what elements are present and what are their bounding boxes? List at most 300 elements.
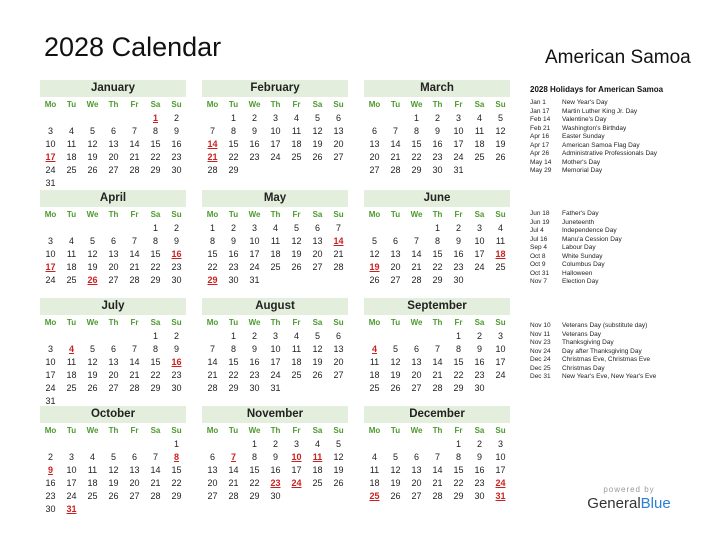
empty-cell [427, 438, 448, 451]
day-cell: 28 [129, 165, 140, 175]
holiday-day: 8 [173, 452, 179, 462]
holiday-date: Sep 4 [530, 244, 547, 251]
day-cell: 25 [66, 383, 77, 393]
weekday-label: Fr [454, 426, 463, 435]
holiday-day: 26 [87, 275, 98, 285]
holiday-name: Mother's Day [562, 158, 601, 166]
empty-cell [103, 222, 124, 235]
day-cell: 7 [434, 452, 440, 462]
day-cell: 8 [209, 236, 215, 246]
holiday-date: Oct 31 [530, 269, 550, 277]
day-cell: 18 [87, 478, 98, 488]
weekday-label: We [410, 210, 423, 219]
weekday-label: Su [333, 210, 344, 219]
day-cell: 20 [333, 139, 344, 149]
day-cell: 18 [291, 357, 302, 367]
day-cell: 3 [47, 236, 53, 246]
holiday-day: 29 [207, 275, 218, 285]
holiday-name: Labour Day [562, 244, 596, 251]
holiday-date: Nov 11 [530, 330, 551, 338]
day-cell: 31 [45, 396, 56, 406]
day-cell: 23 [171, 370, 182, 380]
weekday-label: Tu [390, 210, 401, 219]
day-cell: 6 [110, 344, 116, 354]
holiday-date: Apr 26 [530, 150, 550, 157]
day-cell: 21 [432, 370, 443, 380]
month-title: January [40, 80, 186, 97]
month-october [40, 406, 186, 516]
weekday-label: Su [495, 210, 506, 219]
day-cell: 7 [152, 452, 158, 462]
day-cell: 22 [453, 478, 464, 488]
day-cell: 12 [390, 465, 401, 475]
day-cell: 11 [369, 465, 380, 475]
weekday-label: Sa [474, 426, 485, 435]
weekday-label: Sa [150, 100, 161, 109]
holiday-row [530, 339, 708, 348]
day-cell: 17 [270, 357, 281, 367]
holiday-name: American Samoa Flag Day [562, 141, 640, 149]
holiday-day: 14 [207, 139, 218, 149]
day-cell: 10 [45, 249, 56, 259]
day-cell: 4 [476, 113, 482, 123]
empty-cell [61, 222, 82, 235]
empty-cell [82, 112, 103, 125]
weekday-label: Fr [292, 100, 301, 109]
day-cell: 18 [270, 249, 281, 259]
day-cell: 22 [411, 152, 422, 162]
day-cell: 3 [455, 113, 461, 123]
day-cell: 2 [230, 223, 236, 233]
weekday-header [40, 97, 186, 112]
empty-cell [385, 112, 406, 125]
weekday-label: Fr [130, 210, 139, 219]
day-cell: 31 [270, 383, 281, 393]
day-cell: 22 [150, 370, 161, 380]
brand-tagline: powered by [603, 485, 655, 494]
holiday-name: Washington's Birthday [562, 124, 627, 132]
empty-cell [61, 112, 82, 125]
day-cell: 21 [333, 249, 344, 259]
weekday-label: Sa [474, 318, 485, 327]
day-cell: 8 [413, 126, 419, 136]
weekday-label: Fr [292, 426, 301, 435]
empty-cell [40, 112, 61, 125]
day-cell: 5 [392, 452, 398, 462]
day-cell: 9 [230, 236, 236, 246]
weekday-label: Mo [44, 426, 57, 435]
day-cell: 6 [335, 113, 341, 123]
empty-cell [406, 438, 427, 451]
day-cell: 19 [108, 478, 119, 488]
weekday-label: Sa [150, 210, 161, 219]
day-cell: 23 [249, 370, 260, 380]
holiday-row [530, 99, 708, 108]
day-cell: 9 [272, 452, 278, 462]
brand-name [586, 495, 672, 512]
weekday-label: Su [333, 426, 344, 435]
day-cell: 28 [411, 275, 422, 285]
day-cell: 29 [411, 165, 422, 175]
day-cell: 8 [455, 344, 461, 354]
day-cell: 13 [390, 249, 401, 259]
day-cell: 11 [270, 236, 281, 246]
day-cell: 29 [150, 275, 161, 285]
day-cell: 26 [390, 383, 401, 393]
day-cell: 3 [251, 223, 257, 233]
day-grid [202, 330, 348, 395]
day-cell: 30 [171, 165, 182, 175]
empty-cell [364, 222, 385, 235]
day-cell: 19 [87, 370, 98, 380]
weekday-label: Mo [44, 100, 57, 109]
holiday-date: Feb 21 [530, 124, 551, 132]
month-march [364, 80, 510, 177]
day-cell: 3 [68, 452, 74, 462]
weekday-label: Su [495, 426, 506, 435]
day-cell: 6 [131, 452, 137, 462]
holiday-name: Father's Day [562, 210, 599, 217]
day-cell: 19 [87, 262, 98, 272]
day-grid [364, 330, 510, 395]
day-cell: 6 [413, 344, 419, 354]
day-cell: 30 [171, 383, 182, 393]
day-cell: 2 [173, 331, 179, 341]
day-cell: 3 [476, 223, 482, 233]
day-cell: 25 [312, 478, 323, 488]
brand-name-part1: General [587, 495, 641, 512]
day-cell: 8 [434, 236, 440, 246]
weekday-label: Th [108, 210, 119, 219]
day-cell: 22 [432, 262, 443, 272]
month-august [202, 298, 348, 395]
month-title: November [202, 406, 348, 423]
day-cell: 3 [47, 126, 53, 136]
day-cell: 4 [68, 126, 74, 136]
day-cell: 11 [369, 357, 380, 367]
day-cell: 15 [228, 357, 239, 367]
day-cell: 12 [108, 465, 119, 475]
holiday-date: Jun 19 [530, 218, 550, 226]
day-grid [40, 438, 186, 516]
day-cell: 14 [411, 249, 422, 259]
month-july [40, 298, 186, 408]
day-cell: 5 [89, 126, 95, 136]
weekday-header [364, 423, 510, 438]
day-cell: 29 [228, 165, 239, 175]
day-cell: 17 [66, 478, 77, 488]
day-cell: 17 [495, 357, 506, 367]
empty-cell [202, 112, 223, 125]
day-cell: 5 [89, 344, 95, 354]
day-cell: 16 [171, 139, 182, 149]
weekday-label: Th [432, 210, 443, 219]
day-cell: 17 [45, 370, 56, 380]
day-cell: 11 [66, 249, 77, 259]
month-december [364, 406, 510, 503]
day-cell: 16 [45, 478, 56, 488]
day-cell: 10 [474, 236, 485, 246]
month-may [202, 190, 348, 287]
day-cell: 25 [66, 275, 77, 285]
weekday-label: Su [333, 100, 344, 109]
day-cell: 4 [293, 113, 299, 123]
empty-cell [40, 222, 61, 235]
day-cell: 21 [411, 262, 422, 272]
day-cell: 13 [129, 465, 140, 475]
day-cell: 21 [150, 478, 161, 488]
day-cell: 9 [251, 126, 257, 136]
day-cell: 29 [150, 383, 161, 393]
holiday-row [530, 373, 708, 382]
empty-cell [364, 330, 385, 343]
day-cell: 25 [270, 262, 281, 272]
day-cell: 26 [390, 491, 401, 501]
day-cell: 29 [171, 491, 182, 501]
day-cell: 12 [87, 139, 98, 149]
weekday-label: Fr [130, 426, 139, 435]
day-cell: 1 [230, 331, 236, 341]
holiday-day: 7 [230, 452, 236, 462]
day-cell: 19 [495, 139, 506, 149]
day-cell: 2 [455, 223, 461, 233]
day-cell: 12 [390, 357, 401, 367]
empty-cell [124, 222, 145, 235]
day-cell: 29 [432, 275, 443, 285]
day-cell: 10 [495, 344, 506, 354]
day-cell: 24 [45, 275, 56, 285]
day-cell: 9 [476, 452, 482, 462]
day-cell: 27 [207, 491, 218, 501]
day-cell: 28 [390, 165, 401, 175]
day-cell: 2 [434, 113, 440, 123]
day-cell: 8 [455, 452, 461, 462]
weekday-label: Su [495, 318, 506, 327]
day-cell: 6 [371, 126, 377, 136]
day-cell: 27 [333, 152, 344, 162]
holiday-day: 23 [270, 478, 281, 488]
holiday-name: Christmas Day [562, 364, 605, 372]
day-cell: 20 [108, 370, 119, 380]
holiday-date: Dec 31 [530, 373, 551, 380]
day-cell: 21 [432, 478, 443, 488]
weekday-label: Fr [454, 318, 463, 327]
empty-cell [406, 222, 427, 235]
day-cell: 16 [432, 139, 443, 149]
weekday-label: Th [270, 318, 281, 327]
day-cell: 19 [390, 370, 401, 380]
day-cell: 1 [434, 223, 440, 233]
brand-logo [586, 485, 672, 512]
day-cell: 16 [249, 139, 260, 149]
day-cell: 28 [129, 275, 140, 285]
day-cell: 12 [312, 344, 323, 354]
weekday-label: We [86, 426, 99, 435]
day-cell: 16 [228, 249, 239, 259]
day-cell: 27 [129, 491, 140, 501]
day-cell: 3 [47, 344, 53, 354]
day-cell: 2 [173, 113, 179, 123]
holiday-date: Nov 10 [530, 322, 551, 329]
holiday-name: Independence Day [562, 227, 617, 234]
weekday-label: Th [270, 210, 281, 219]
day-cell: 14 [129, 357, 140, 367]
weekday-label: Mo [44, 210, 57, 219]
day-cell: 22 [228, 152, 239, 162]
holiday-row [530, 236, 708, 245]
day-cell: 21 [228, 478, 239, 488]
day-cell: 1 [152, 223, 158, 233]
day-cell: 6 [209, 452, 215, 462]
holiday-row [530, 278, 708, 287]
weekday-header [364, 315, 510, 330]
empty-cell [124, 330, 145, 343]
day-cell: 18 [312, 465, 323, 475]
day-cell: 9 [251, 344, 257, 354]
day-cell: 27 [411, 491, 422, 501]
day-cell: 23 [432, 152, 443, 162]
day-cell: 15 [453, 465, 464, 475]
day-cell: 11 [291, 344, 302, 354]
weekday-label: Fr [130, 100, 139, 109]
empty-cell [40, 330, 61, 343]
day-cell: 28 [432, 383, 443, 393]
day-cell: 5 [293, 223, 299, 233]
month-title: April [40, 190, 186, 207]
weekday-header [202, 97, 348, 112]
holiday-day: 16 [171, 357, 182, 367]
holiday-date: Nov 24 [530, 347, 551, 355]
day-cell: 9 [455, 236, 461, 246]
day-cell: 1 [152, 331, 158, 341]
empty-cell [385, 438, 406, 451]
holiday-day: 24 [495, 478, 506, 488]
day-cell: 20 [333, 357, 344, 367]
holiday-day: 10 [291, 452, 302, 462]
holiday-row [530, 253, 708, 262]
day-cell: 14 [228, 465, 239, 475]
weekday-label: We [86, 318, 99, 327]
day-cell: 18 [474, 139, 485, 149]
holiday-date: Dec 25 [530, 364, 551, 372]
day-cell: 28 [228, 491, 239, 501]
weekday-label: Su [333, 318, 344, 327]
day-cell: 2 [173, 223, 179, 233]
day-cell: 2 [251, 113, 257, 123]
day-cell: 27 [108, 165, 119, 175]
weekday-label: Tu [390, 426, 401, 435]
weekday-label: Mo [206, 426, 219, 435]
holiday-day: 19 [369, 262, 380, 272]
day-grid [202, 112, 348, 177]
day-cell: 5 [371, 236, 377, 246]
day-cell: 9 [434, 126, 440, 136]
day-cell: 3 [497, 439, 503, 449]
weekday-label: Su [171, 210, 182, 219]
weekday-label: Th [432, 426, 443, 435]
holiday-row [530, 167, 708, 176]
holiday-row [530, 322, 708, 331]
weekday-label: Fr [454, 100, 463, 109]
month-title: July [40, 298, 186, 315]
day-cell: 18 [66, 152, 77, 162]
day-cell: 20 [129, 478, 140, 488]
page-title: 2028 Calendar [44, 32, 222, 62]
day-cell: 30 [453, 275, 464, 285]
day-cell: 7 [131, 344, 137, 354]
day-cell: 14 [129, 249, 140, 259]
day-cell: 4 [497, 223, 503, 233]
day-cell: 30 [432, 165, 443, 175]
holiday-row [530, 142, 708, 151]
day-cell: 12 [333, 452, 344, 462]
holiday-name: Christmas Eve, Christmas Eve [562, 356, 651, 363]
empty-cell [61, 330, 82, 343]
day-cell: 24 [66, 491, 77, 501]
day-cell: 21 [207, 370, 218, 380]
month-title: October [40, 406, 186, 423]
holiday-day: 17 [45, 262, 56, 272]
day-cell: 30 [45, 504, 56, 514]
weekday-label: Th [108, 100, 119, 109]
day-cell: 20 [207, 478, 218, 488]
day-cell: 13 [108, 139, 119, 149]
day-cell: 10 [270, 344, 281, 354]
day-cell: 22 [453, 370, 464, 380]
day-cell: 27 [369, 165, 380, 175]
weekday-header [202, 207, 348, 222]
month-june [364, 190, 510, 287]
day-cell: 1 [173, 439, 179, 449]
holiday-row [530, 125, 708, 134]
day-cell: 22 [228, 370, 239, 380]
day-cell: 6 [392, 236, 398, 246]
weekday-label: Sa [474, 210, 485, 219]
holiday-name: Easter Sunday [562, 133, 605, 140]
month-april [40, 190, 186, 287]
weekday-label: We [86, 100, 99, 109]
day-cell: 19 [291, 249, 302, 259]
day-cell: 7 [434, 344, 440, 354]
day-cell: 15 [207, 249, 218, 259]
weekday-label: Sa [150, 426, 161, 435]
weekday-label: Th [432, 318, 443, 327]
weekday-label: Su [171, 426, 182, 435]
day-cell: 19 [87, 152, 98, 162]
holiday-day: 31 [495, 491, 506, 501]
month-title: December [364, 406, 510, 423]
holiday-date: Jan 1 [530, 99, 546, 106]
month-february [202, 80, 348, 177]
day-cell: 11 [87, 465, 98, 475]
day-cell: 14 [432, 357, 443, 367]
day-cell: 30 [249, 383, 260, 393]
empty-cell [82, 222, 103, 235]
day-cell: 11 [66, 357, 77, 367]
day-cell: 14 [129, 139, 140, 149]
weekday-label: We [248, 210, 261, 219]
day-cell: 14 [150, 465, 161, 475]
day-cell: 5 [335, 439, 341, 449]
holiday-row [530, 159, 708, 168]
holiday-name: Memorial Day [562, 167, 603, 174]
holiday-date: Jul 4 [530, 227, 544, 234]
month-title: August [202, 298, 348, 315]
holiday-row [530, 348, 708, 357]
day-cell: 1 [209, 223, 215, 233]
holiday-name: Juneteenth [562, 218, 595, 226]
weekday-label: Th [432, 100, 443, 109]
